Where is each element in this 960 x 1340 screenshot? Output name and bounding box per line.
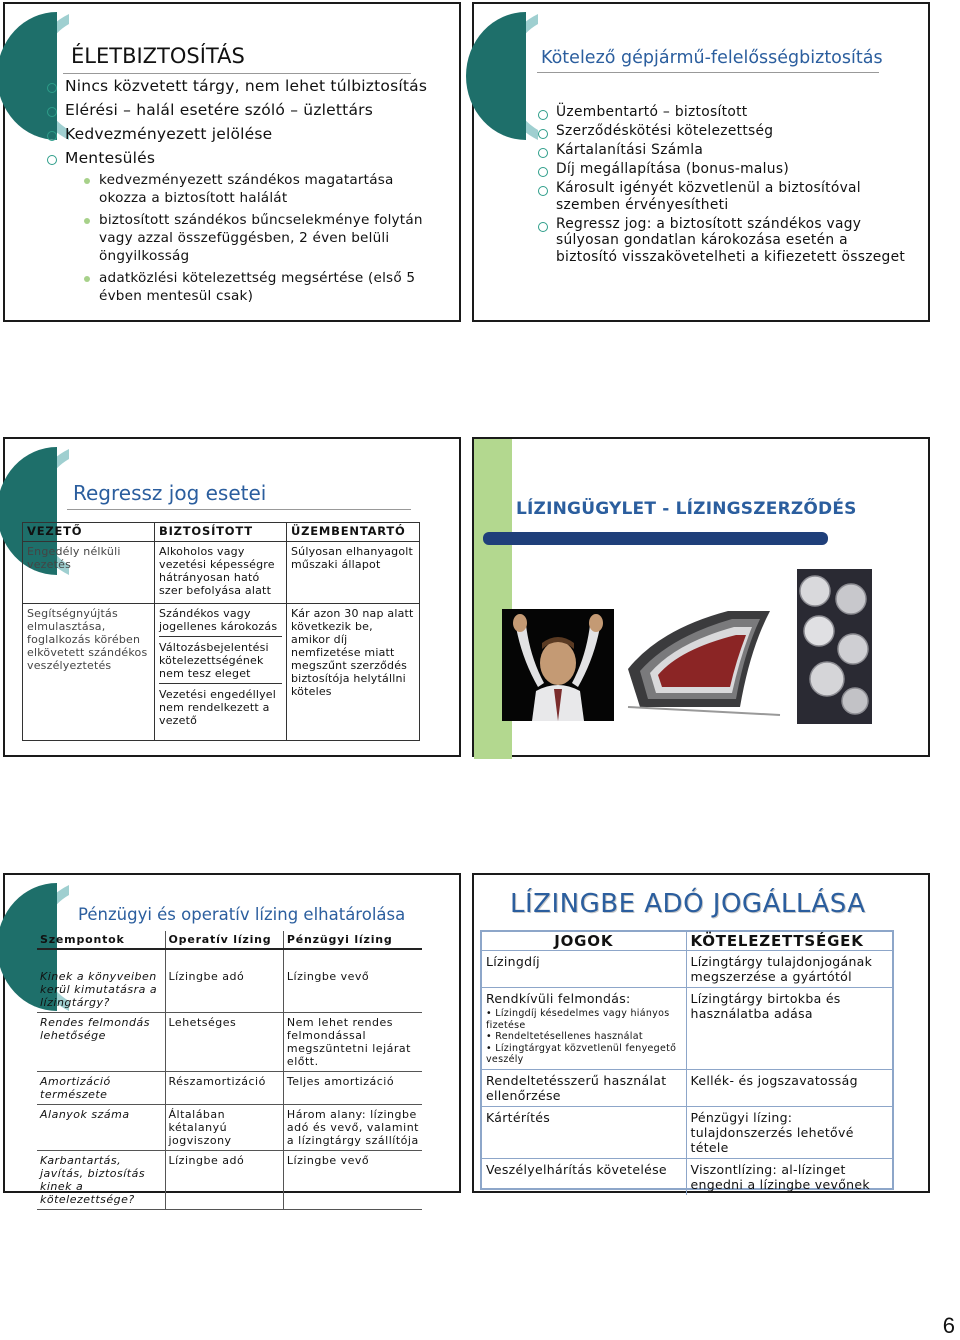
table-cell: Lízingbe adó [165, 1151, 283, 1210]
bullet: Nincs közvetett tárgy, nem lehet túlbiztosítás [47, 76, 442, 96]
table-cell: Lízingdíj [482, 951, 686, 988]
table-cell: Nem lehet rendes felmondással megszüntetni lejárat előtt. [283, 1013, 422, 1072]
table-header: Operatív lízing [165, 931, 283, 949]
sub-bullet: adatközlési kötelezettség megsértése (első 5 évben mentesül csak) [81, 269, 442, 305]
bullet: Szerződéskötési kötelezettség [538, 123, 908, 140]
cell-part: Vezetési engedéllyel nem rendelkezett a vezető [159, 688, 277, 728]
cell-part: Változásbejelentési kötelezettségének nem tesz eleget [159, 641, 282, 684]
regressz-table [22, 522, 420, 741]
title-bar [483, 532, 828, 545]
slide-lizingugylet [472, 437, 930, 757]
table-row [37, 1105, 422, 1151]
table-row [482, 1106, 892, 1158]
table-header: VEZETŐ [23, 523, 155, 542]
table-cell: Általában kétalanyú jogviszony [165, 1105, 283, 1151]
table-cell: Lízingbe vevő [283, 967, 422, 1013]
sub-bullet: kedvezményezett szándékos magatartása okozza a biztosított halálát [81, 171, 442, 207]
table-row [37, 1013, 422, 1072]
table-cell: Engedély nélküli vezetés [23, 541, 155, 603]
table-cell: Kár azon 30 nap alatt következik be, amikor díj nemfizetése miatt megszűnt szerződés biztosítója helytállni köteles [287, 604, 420, 741]
table-cell: Kellék- és jogszavatosság [686, 1069, 892, 1106]
table-cell: Segítségnyújtás elmulasztása, foglalkozás körében elkövetett szándékos veszélyeztetés [23, 604, 155, 741]
table-row [37, 1151, 422, 1210]
bullet-text: Mentesülés [65, 149, 156, 167]
slide-title: ÉLETBIZTOSÍTÁS [71, 44, 245, 68]
table-cell: Rendeltetésszerű használat ellenőrzése [482, 1069, 686, 1106]
bullet: Elérési – halál esetére szóló – üzlettárs [47, 100, 442, 120]
table-row [482, 951, 892, 988]
list-item: • Rendeltetésellenes használat [486, 1031, 682, 1043]
table-row [482, 1158, 892, 1195]
slide-content [538, 104, 908, 268]
table-cell: Részamortizáció [165, 1072, 283, 1105]
table-cell: Rendes felmondás lehetősége [37, 1013, 165, 1072]
slide-title: Kötelező gépjármű-felelősségbiztosítás [541, 48, 883, 68]
table-cell: Kártérítés [482, 1106, 686, 1158]
table-cell [482, 988, 686, 1070]
list-item: • Lízingdíj késedelmes vagy hiányos fizetése [486, 1008, 682, 1031]
table-header: BIZTOSÍTOTT [155, 523, 287, 542]
bullet [47, 148, 442, 305]
table-row [37, 967, 422, 1013]
slide-eletbiztositas [3, 2, 461, 322]
table-header: JOGOK [482, 932, 686, 951]
slide-title: LÍZINGÜGYLET - LÍZINGSZERZŐDÉS [516, 499, 857, 519]
cell-text: Rendkívüli felmondás: [486, 991, 631, 1006]
slide-title: Regressz jog esetei [73, 481, 267, 505]
table-row [23, 541, 420, 603]
bullet: Üzembentartó – biztosított [538, 104, 908, 121]
table-cell: Amortizáció természete [37, 1072, 165, 1105]
slide-lizingbe-ado-jogallasa [472, 873, 930, 1193]
table-cell: Viszontlízing: al-lízinget engedni a lízingbe vevőnek [686, 1158, 892, 1195]
rights-obligations-table-frame [480, 930, 894, 1190]
table-header: Szempontok [37, 931, 165, 949]
table-header: KÖTELEZETTSÉGEK [690, 932, 864, 950]
table-cell: Lízingtárgy tulajdonjogának megszerzése a gyártótól [686, 951, 892, 988]
slide-title: LÍZINGBE ADÓ JOGÁLLÁSA [510, 889, 866, 919]
title-divider [537, 72, 879, 73]
table-cell: Lízingbe vevő [283, 1151, 422, 1210]
table-cell: Lízingtárgy birtokba és használatba adása [686, 988, 892, 1070]
table-cell [155, 604, 287, 741]
table-cell: Karbantartás, javítás, biztosítás kinek a kötelezettsége? [37, 1151, 165, 1210]
title-divider [67, 509, 411, 510]
rights-obligations-table [482, 932, 892, 1195]
bullet: Díj megállapítása (bonus-malus) [538, 161, 908, 178]
table-row [482, 1069, 892, 1106]
list-item: • Lízingtárgyat közvetlenül fenyegető veszély [486, 1043, 682, 1066]
table-header: ÜZEMBENTARTÓ [287, 523, 420, 542]
table-spacer [37, 949, 422, 967]
title-divider [63, 73, 411, 74]
table-cell: Három alany: lízingbe adó és vevő, valamint a lízingtárgy szállítója [283, 1105, 422, 1151]
table-row [37, 1072, 422, 1105]
bullet: Károsult igényét közvetlenül a biztosítóval szemben érvényesítheti [538, 180, 908, 213]
lizing-comparison-table [37, 931, 422, 1210]
page-number: 6 [942, 1313, 955, 1338]
table-cell: Teljes amortizáció [283, 1072, 422, 1105]
bullet: Kedvezményezett jelölése [47, 124, 442, 144]
table-cell: Veszélyelhárítás követelése [482, 1158, 686, 1195]
businessman-photo [502, 609, 614, 721]
table-cell: Alanyok száma [37, 1105, 165, 1151]
title-bar-gap [512, 546, 822, 549]
sub-bullet: biztosított szándékos bűncselekménye folytán vagy azzal összefüggésben, 2 éven belüli öngyilkosság [81, 211, 442, 265]
table-row [23, 604, 420, 741]
table-cell: Kinek a könyveiben kerül kimutatásra a lízingtárgy? [37, 967, 165, 1013]
wallet-photo [620, 589, 790, 724]
table-row [482, 988, 892, 1070]
table-header: Pénzügyi lízing [283, 931, 422, 949]
bullet: Regressz jog: a biztosított szándékos vagy súlyosan gondatlan károkozása esetén a biztosító visszakövetelheti a kifiezetett összeget [538, 216, 908, 266]
bullet: Kártalanítási Számla [538, 142, 908, 159]
table-cell: Lehetséges [165, 1013, 283, 1072]
cell-part: Szándékos vagy jogellenes károkozás [159, 607, 282, 637]
table-cell: Pénzügyi lízing: tulajdonszerzés lehetővé tétele [686, 1106, 892, 1158]
slide-gepjarmu-biztositas [472, 2, 930, 322]
slide-regressz-jog [3, 437, 461, 757]
table-cell: Súlyosan elhanyagolt műszaki állapot [287, 541, 420, 603]
slide-content [47, 76, 442, 309]
table-cell: Lízingbe adó [165, 967, 283, 1013]
sub-list [486, 1008, 682, 1066]
coins-photo [797, 569, 872, 724]
table-cell: Alkoholos vagy vezetési képességre hátrányosan ható szer befolyása alatt [155, 541, 287, 603]
slide-title: Pénzügyi és operatív lízing elhatárolása [78, 905, 406, 924]
slide-lizing-elhatarolas [3, 873, 461, 1206]
